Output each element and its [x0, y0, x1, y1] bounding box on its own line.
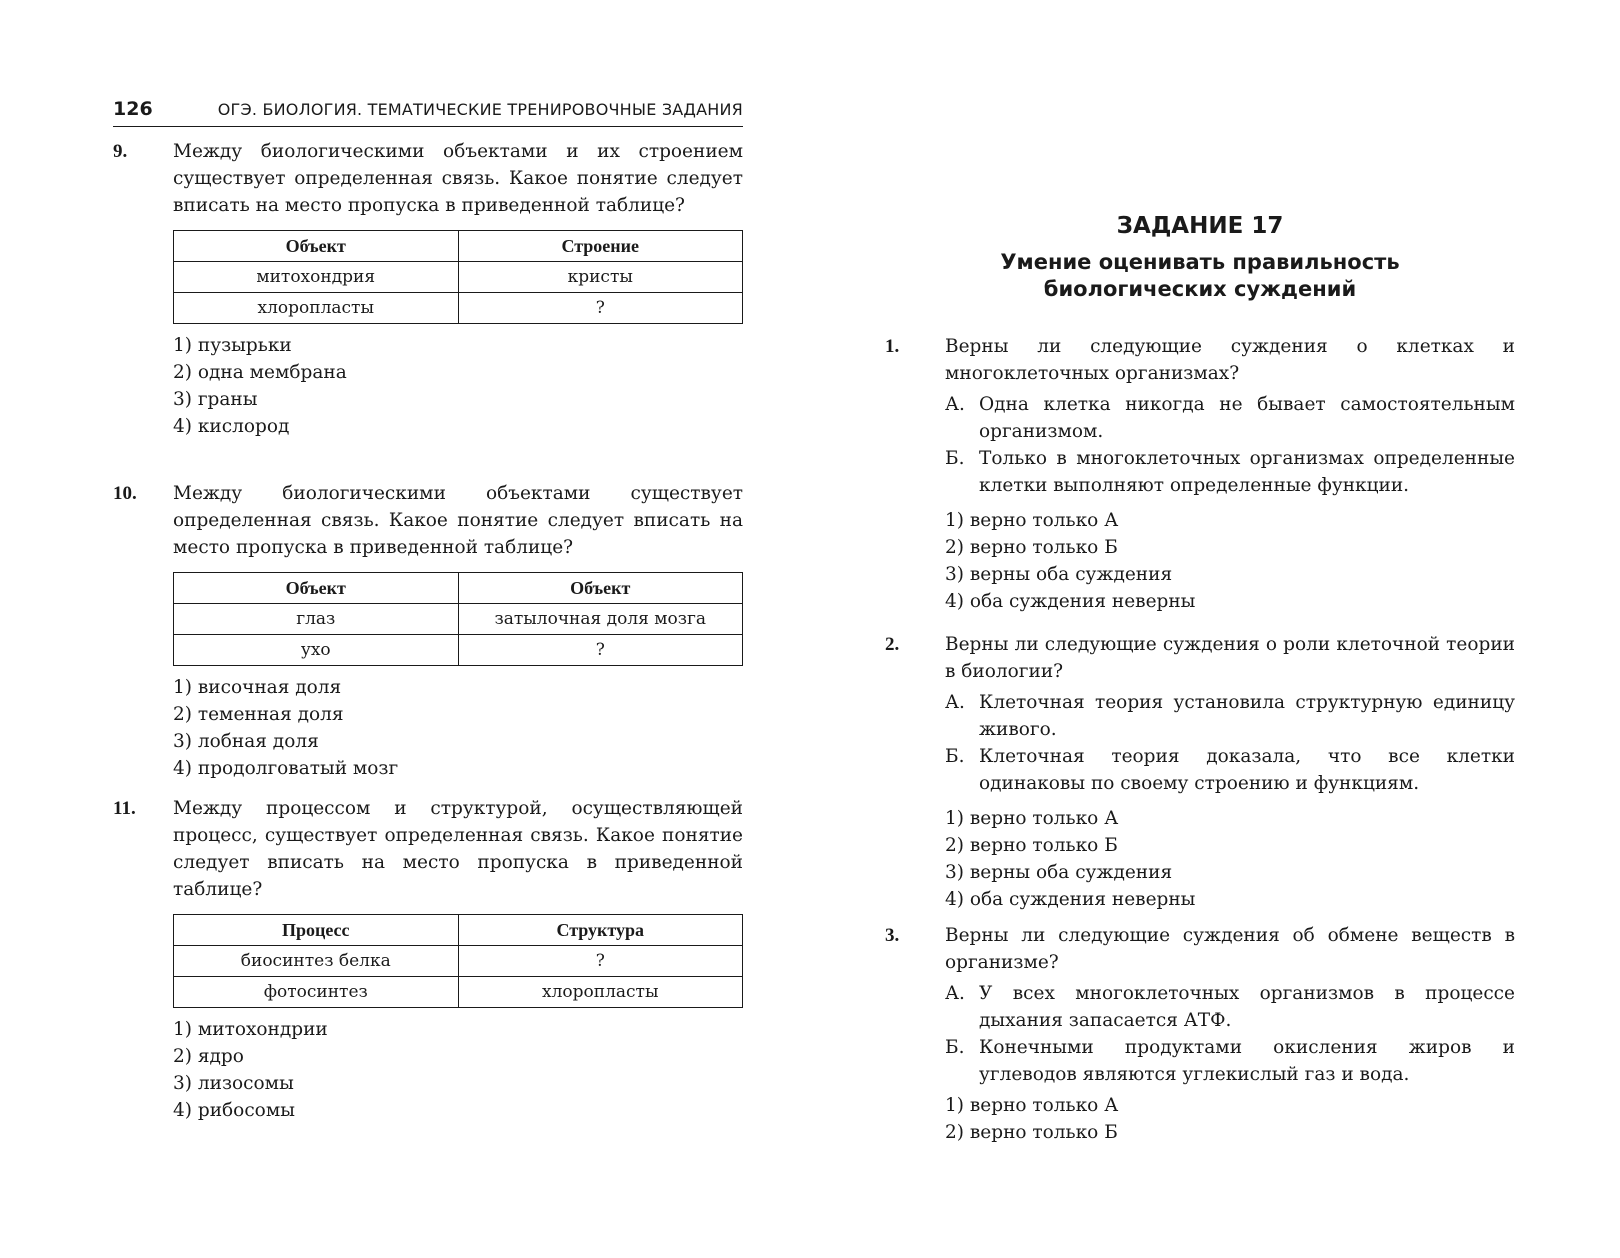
table-cell: ? — [458, 635, 743, 666]
table-cell: глаз — [174, 604, 459, 635]
statement-a — [945, 689, 1515, 743]
table-cell: ? — [458, 946, 743, 977]
statement-letter: А. — [945, 983, 965, 1004]
answer-option: 3) граны — [173, 389, 258, 410]
table-cell: митохондрия — [174, 262, 459, 293]
answer-option: 2) теменная доля — [173, 704, 344, 725]
task-number: 2. — [885, 634, 900, 655]
task-question: Верны ли следующие суждения о клетках и многоклеточных организмах? — [945, 336, 1515, 384]
table-header-cell: Строение — [458, 231, 743, 262]
task-1 — [885, 333, 1515, 615]
statement-text: Одна клетка никогда не бывает самостоятельным организмом. — [979, 394, 1515, 442]
answer-options — [173, 1016, 743, 1124]
answer-options — [173, 332, 743, 440]
answer-option: 4) рибосомы — [173, 1100, 295, 1121]
answer-option: 2) верно только Б — [945, 835, 1118, 856]
table-cell: хлоропласты — [458, 977, 743, 1008]
task-number: 10. — [113, 483, 137, 504]
table-header-row — [174, 231, 743, 262]
section-subtitle-line: биологических суждений — [1043, 277, 1357, 301]
answer-option: 1) верно только А — [945, 510, 1119, 531]
answer-option: 1) митохондрии — [173, 1019, 328, 1040]
answer-option: 2) верно только Б — [945, 537, 1118, 558]
answer-option: 1) пузырьки — [173, 335, 292, 356]
answer-option: 2) ядро — [173, 1046, 244, 1067]
answer-option: 3) верны оба суждения — [945, 564, 1173, 585]
table-row — [174, 635, 743, 666]
task-question: Между процессом и структурой, осуществляющей процесс, существует определенная связь. Какое понятие следует вписать на место пропуска в приведенной таблице? — [173, 798, 743, 900]
statement-b — [945, 1034, 1515, 1088]
task-question: Верны ли следующие суждения об обмене веществ в организме? — [945, 925, 1515, 973]
statement-b — [945, 445, 1515, 499]
task-number: 11. — [113, 798, 136, 819]
table-header-cell: Процесс — [174, 915, 459, 946]
statement-text: Конечными продуктами окисления жиров и углеводов являются углекислый газ и вода. — [979, 1037, 1515, 1085]
statements — [945, 689, 1515, 797]
task-table — [173, 914, 743, 1008]
table-header-cell: Структура — [458, 915, 743, 946]
table-header-row — [174, 573, 743, 604]
table-cell: затылочная доля мозга — [458, 604, 743, 635]
answer-option: 1) верно только А — [945, 808, 1119, 829]
task-11 — [113, 795, 743, 1124]
statement-a — [945, 980, 1515, 1034]
statement-b — [945, 743, 1515, 797]
statement-letter: А. — [945, 692, 965, 713]
section-subtitle-line: Умение оценивать правильность — [1000, 250, 1400, 274]
statements — [945, 980, 1515, 1088]
table-cell: ухо — [174, 635, 459, 666]
task-table — [173, 230, 743, 324]
task-question: Верны ли следующие суждения о роли клеточной теории в биологии? — [945, 634, 1515, 682]
answer-option: 4) продолговатый мозг — [173, 758, 399, 779]
answer-option: 2) одна мембрана — [173, 362, 347, 383]
statement-text: У всех многоклеточных организмов в процессе дыхания запасается АТФ. — [979, 983, 1515, 1031]
answer-options — [173, 674, 743, 782]
answer-options — [945, 507, 1515, 615]
statements — [945, 391, 1515, 499]
answer-option: 4) оба суждения неверны — [945, 889, 1196, 910]
table-row — [174, 604, 743, 635]
task-question: Между биологическими объектами существует определенная связь. Какое понятие следует вписать на место пропуска в приведенной таблице? — [173, 483, 743, 558]
answer-option: 4) оба суждения неверны — [945, 591, 1196, 612]
section-subtitle — [885, 249, 1515, 303]
answer-options — [945, 1092, 1515, 1146]
table-header-cell: Объект — [174, 573, 459, 604]
task-2 — [885, 631, 1515, 913]
answer-option: 1) верно только А — [945, 1095, 1119, 1116]
task-question: Между биологическими объектами и их строением существует определенная связь. Какое понятие следует вписать на место пропуска в приведенной таблице? — [173, 141, 743, 216]
task-table — [173, 572, 743, 666]
answer-option: 2) верно только Б — [945, 1122, 1118, 1143]
task-number: 3. — [885, 925, 900, 946]
answer-option: 1) височная доля — [173, 677, 342, 698]
task-10 — [113, 480, 743, 782]
table-cell: биосинтез белка — [174, 946, 459, 977]
statement-text: Клеточная теория установила структурную единицу живого. — [979, 692, 1515, 740]
task-number: 9. — [113, 141, 128, 162]
table-row — [174, 293, 743, 324]
table-row — [174, 946, 743, 977]
table-row — [174, 977, 743, 1008]
table-header-cell: Объект — [458, 573, 743, 604]
table-cell: хлоропласты — [174, 293, 459, 324]
running-title: ОГЭ. БИОЛОГИЯ. ТЕМАТИЧЕСКИЕ ТРЕНИРОВОЧНЫЕ ЗАДАНИЯ — [217, 100, 743, 119]
section-title: ЗАДАНИЕ 17 — [1116, 213, 1284, 239]
table-header-row — [174, 915, 743, 946]
table-cell: ? — [458, 293, 743, 324]
answer-options — [945, 805, 1515, 913]
answer-option: 3) лобная доля — [173, 731, 319, 752]
statement-letter: Б. — [945, 448, 965, 469]
running-head — [113, 96, 743, 127]
task-9 — [113, 138, 743, 440]
statement-a — [945, 391, 1515, 445]
task-3 — [885, 922, 1515, 1146]
table-row — [174, 262, 743, 293]
table-cell: фотосинтез — [174, 977, 459, 1008]
statement-letter: Б. — [945, 746, 965, 767]
task-number: 1. — [885, 336, 900, 357]
table-cell: кристы — [458, 262, 743, 293]
statement-text: Только в многоклеточных организмах определенные клетки выполняют определенные функции. — [979, 448, 1515, 496]
table-header-cell: Объект — [174, 231, 459, 262]
page-number: 126 — [113, 98, 153, 120]
answer-option: 4) кислород — [173, 416, 290, 437]
answer-option: 3) верны оба суждения — [945, 862, 1173, 883]
statement-letter: А. — [945, 394, 965, 415]
answer-option: 3) лизосомы — [173, 1073, 294, 1094]
statement-letter: Б. — [945, 1037, 965, 1058]
section-heading — [885, 213, 1515, 303]
statement-text: Клеточная теория доказала, что все клетки одинаковы по своему строению и функциям. — [979, 746, 1515, 794]
